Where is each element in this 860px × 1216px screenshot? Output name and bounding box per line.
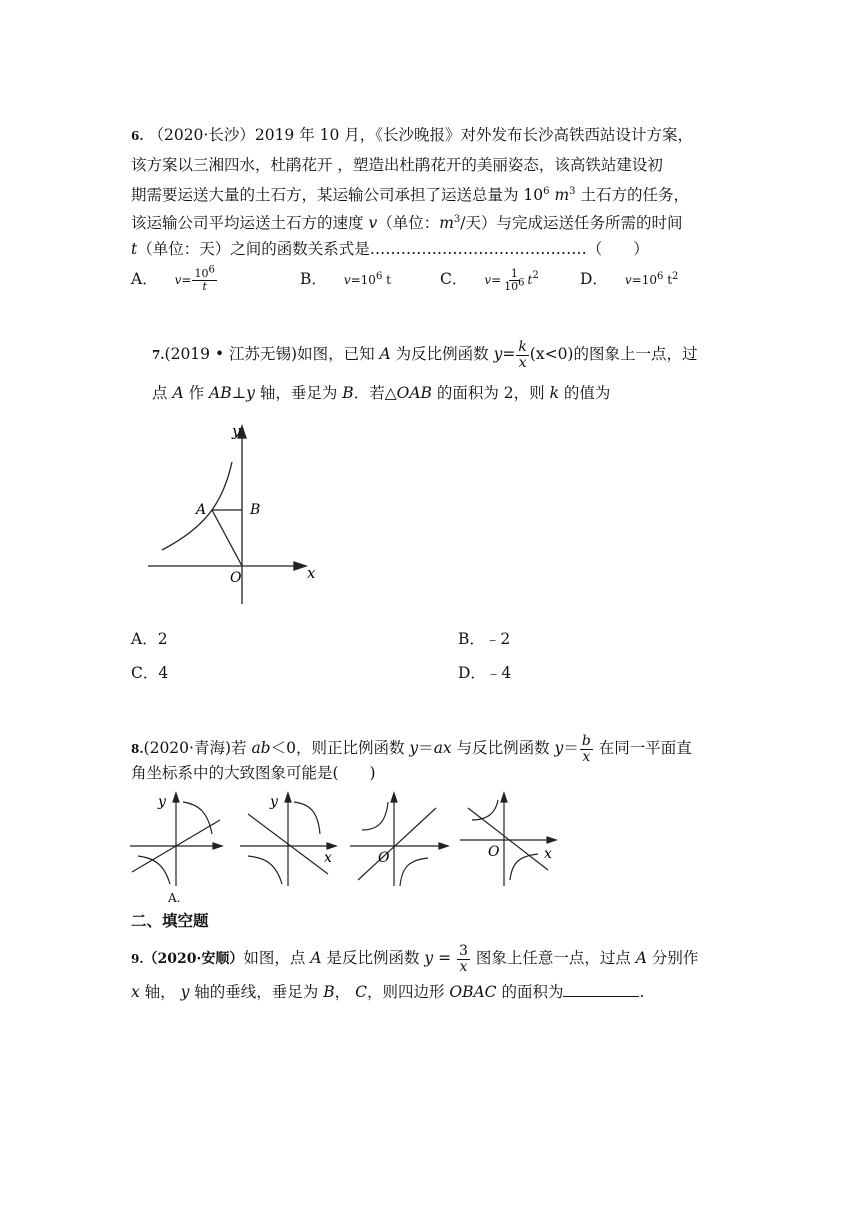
q8-option-a-label: A. [168,891,181,905]
q7-option-b[interactable]: B．﹣2 [458,630,511,648]
question-number: 7. [152,348,165,363]
q6-option-c[interactable]: C． v= $\frac{1}{10^6}$ $t^2$ [440,267,539,293]
x-label: x [307,564,316,582]
y-label: y [232,422,241,440]
q6-option-b[interactable]: B． $v=10^6$ t [300,270,391,288]
label-o: O [230,570,242,586]
q6-line5: t（单位：天）之间的函数关系式是……………………………………（ ） [131,240,649,258]
q9-line2: x 轴， y 轴的垂线，垂足为 B， C，则四边形 OBAC 的面积为 . [131,983,645,1001]
section-heading: 二、填空题 [131,912,209,930]
label-a: A [196,502,207,518]
segment-ao [212,510,242,566]
question-number: 6. [131,129,144,143]
question-number: 8. [131,742,144,757]
q7-line1: 7.(2019 • 江苏无锡)如图，已知 A 为反比例函数 y= $\frac{k}{x}$ (x<0)的图象上一点，过 [152,339,698,371]
q6-option-d[interactable]: D． $v=10^6$ $t^2$ [580,270,679,288]
q6-option-a[interactable]: A． v= $\frac{10^6}{t}$ [131,264,215,293]
q8-graph-c[interactable] [348,790,452,890]
q7-figure [140,420,340,610]
q8-line2: 角坐标系中的大致图象可能是( ) [131,764,376,782]
q6-line1: 6. （2020·长沙）2019 年 10 月，《长沙晚报》对外发布长沙高铁西站设计方案， [131,126,694,144]
svg-text:y: y [158,794,166,810]
q6-line3: 期需要运送大量的土石方，某运输公司承担了运送总量为 $10^6$ $m^3$ 土石方的任务， [131,185,689,204]
label-b: B [250,502,261,518]
q6-line4: 该运输公司平均运送土石方的速度 v（单位：$m^3/$天）与完成运送任务所需的时间 [131,213,683,232]
q8-graph-b[interactable] [238,790,342,890]
question-number: 9. [131,952,144,967]
svg-text:x: x [324,850,332,866]
answer-blank[interactable] [563,982,639,997]
q8-line1: 8.(2020·青海)若 ab＜0，则正比例函数 y＝ax 与反比例函数 y＝ $\frac{b}{x}$ 在同一平面直 [131,733,692,765]
q7-line2: 点 A 作 AB⊥y 轴，垂足为 B．若△OAB 的面积为 2，则 k 的值为 [152,384,611,402]
svg-text:O: O [378,850,390,866]
q8-graph-d[interactable] [458,790,562,890]
q9-line1: 9.（2020·安顺）如图，点 A 是反比例函数 y = $\frac{3}{x}$ 图象上任意一点，过点 A 分别作 [131,943,699,975]
svg-text:x: x [544,846,552,862]
svg-text:O: O [488,844,500,860]
svg-text:y: y [270,794,278,810]
q6-line2: 该方案以三湘四水，杜鹃花开 ，塑造出杜鹃花开的美丽姿态，该高铁站建设初 [131,156,663,174]
q7-option-d[interactable]: D．﹣4 [458,664,512,682]
q8-graph-a[interactable] [128,790,228,890]
q7-option-a[interactable]: A．2 [131,630,168,648]
q7-option-c[interactable]: C．4 [131,664,169,682]
